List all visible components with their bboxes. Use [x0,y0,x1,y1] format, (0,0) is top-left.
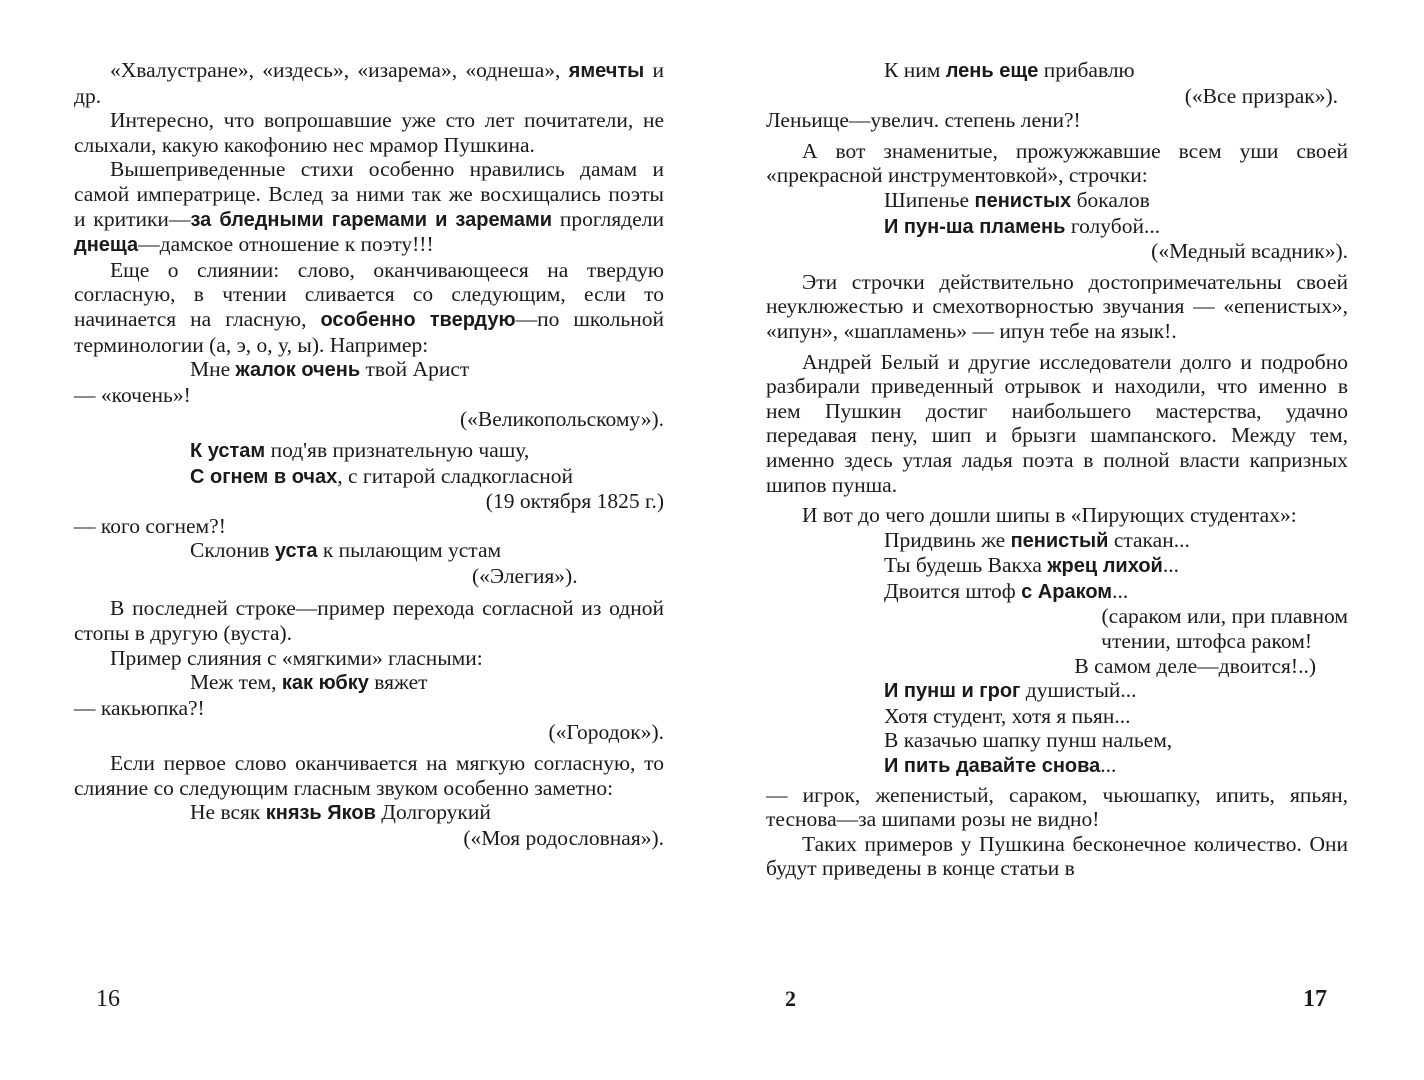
paragraph: «Хвалустране», «издесь», «изарема», «однеша», ямечты и др. [74,58,664,108]
paragraph: Пример слияния с «мягкими» гласными: [110,645,483,670]
verse-line: К ним лень еще прибавлю [884,58,1135,82]
verse-line: Не всяк князь Яков Долгорукий [190,800,491,825]
paragraph: Интересно, что вопрошавшие уже сто лет почитатели, не слыхали, какую какофонию нес мрамор Пушкина. [74,108,664,157]
verse-line: Шипенье пенистых бокалов [884,187,1150,212]
verse-line: Двоится штоф с Араком... [884,578,1129,603]
verse-line: Придвинь же пенистый стакан... [884,527,1190,552]
verse-note: — «кочень»! [74,382,191,407]
verse-source: («Все призрак»). [1184,83,1338,108]
paragraph: Таких примеров у Пушкина бесконечное количество. Они будут приведены в конце статьи в [766,831,1348,881]
verse-note: Леньище—увелич. степень лени?! [766,108,1081,133]
signature-mark: 2 [785,986,796,1011]
verse-source: («Городок»). [548,720,664,745]
paragraph: — игрок, жепенистый, сараком, чьюшапку, ипить, япьян, теснова—за шипами розы не видно! [766,782,1348,832]
verse-source: («Моя родословная»). [463,825,664,850]
verse-source: (19 октября 1825 г.) [485,489,664,514]
paragraph: А вот знаменитые, прожужжавшие всем уши своей «прекрасной инструментовкой», строчки: [766,138,1348,188]
verse-line: И пун-ша пламень голубой... [884,213,1161,238]
right-page [766,58,1348,881]
paragraph: Андрей Белый и другие исследователи долго и подробно разбирали приведенный отрывок и находили, что именно в нем Пушкин достиг наибольшего мастерства, удачно передавая пену, шип и брызги шампанского. Между тем, именно здесь утлая ладья поэта в полной власти капризных шипов пунша. [766,349,1348,497]
left-page [74,58,664,850]
paragraph: В последней строке—пример перехода согласной из одной стопы в другую (вуста). [74,596,664,646]
verse-note: — какьюпка?! [74,695,205,720]
verse-source: («Медный всадник»). [1151,239,1348,264]
verse-line: Меж тем, как юбку вяжет [190,670,428,695]
paragraph: Если первое слово оканчивается на мягкую согласную, то слияние со следующим гласным звуком особенно заметно: [74,751,664,800]
verse-line: К устам под'яв признательную чашу, [190,437,530,462]
verse-line: И пунш и грог душистый... [884,678,1137,703]
paragraph: И вот до чего дошли шипы в «Пирующих студентах»: [802,503,1297,528]
page-number-right: 17 [1303,986,1327,1012]
verse-line: Мне жалок очень твой Арист [190,357,470,382]
verse-line: Хотя студент, хотя я пьян... [884,703,1131,728]
verse-source: («Элегия»). [472,563,578,588]
verse-note: (сараком или, при плавном [1101,604,1348,629]
verse-note: В самом деле—двоится!..) [1074,653,1316,678]
verse-line: Ты будешь Вакха жрец лихой... [884,553,1179,578]
paragraph: Эти строчки действительно достопримечательны своей неуклюжестью и смехотворностью звучания — «епенистых», «ипун», «шапламень» — ипун тебе на язык!. [766,269,1348,343]
verse-line: С огнем в очах, с гитарой сладкогласной [190,463,573,488]
verse-line: В казачью шапку пунш нальем, [884,728,1173,753]
verse-source: («Великопольскому»). [459,407,664,432]
paragraph: Еще о слиянии: слово, оканчивающееся на твердую согласную, в чтении сливается со следующим, если то начинается на гласную, особенно твердую—по школьной терминологии (а, э, о, у, ы). Например: [74,257,664,357]
paragraph: Вышеприведенные стихи особенно нравились дамам и самой императрице. Вслед за ними так же восхищались поэты и критики—за бледными гаремами и заремами проглядели днеща—дамское отношение к поэту!!! [74,157,664,257]
verse-line: Склонив уста к пылающим устам [190,538,502,563]
verse-note: — кого согнем?! [74,513,226,538]
verse-line: И пить давайте снова... [884,753,1117,778]
verse-note: чтении, штофса раком! [1101,629,1312,654]
page-number-left: 16 [96,986,120,1012]
